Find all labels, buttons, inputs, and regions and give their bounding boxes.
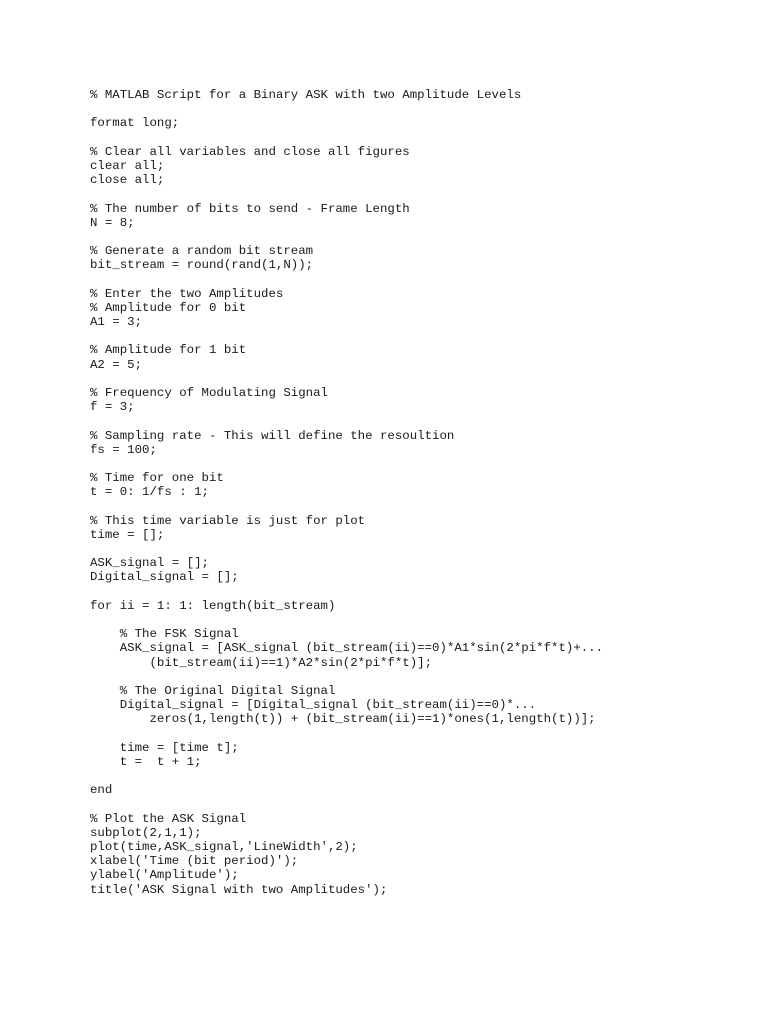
code-line: time = [time t]; [90,740,239,755]
blank-line [90,102,603,116]
code-line: f = 3; [90,400,135,415]
code-line: % The Original Digital Signal [90,683,336,698]
code-line: Digital_signal = []; [90,570,239,585]
blank-line [90,670,603,684]
blank-line [90,131,603,145]
code-line: % The FSK Signal [90,627,239,642]
code-line: % MATLAB Script for a Binary ASK with two Amplitude Levels [90,88,522,102]
code-line: % Plot the ASK Signal [90,811,247,826]
code-listing [90,88,603,897]
code-line: clear all; [90,158,165,173]
code-line: (bit_stream(ii)==1)*A2*sin(2*pi*f*t)]; [90,655,433,670]
code-line: plot(time,ASK_signal,'LineWidth',2); [90,839,358,854]
blank-line [90,414,603,428]
code-line: % Amplitude for 1 bit [90,343,247,358]
code-line: % The number of bits to send - Frame Length [90,201,410,216]
code-line: N = 8; [90,215,135,230]
code-line: % Time for one bit [90,471,224,486]
blank-line [90,230,603,244]
code-line: zeros(1,length(t)) + (bit_stream(ii)==1)*ones(1,length(t))]; [90,712,596,727]
code-line: close all; [90,173,165,188]
code-line: title('ASK Signal with two Amplitudes'); [90,882,388,897]
blank-line [90,797,603,811]
code-line: bit_stream = round(rand(1,N)); [90,258,314,273]
code-line: % Generate a random bit stream [90,244,314,259]
blank-line [90,457,603,471]
blank-line [90,187,603,201]
code-line: format long; [90,116,180,131]
code-line: ASK_signal = []; [90,556,209,571]
code-line: fs = 100; [90,442,157,457]
code-line: subplot(2,1,1); [90,825,202,840]
blank-line [90,585,603,599]
blank-line [90,726,603,740]
code-line: ASK_signal = [ASK_signal (bit_stream(ii)==0)*A1*sin(2*pi*f*t)+... [90,641,604,656]
blank-line [90,272,603,286]
code-line: ylabel('Amplitude'); [90,868,239,883]
blank-line [90,372,603,386]
code-line: t = 0: 1/fs : 1; [90,485,209,500]
code-line: time = []; [90,527,165,542]
blank-line [90,542,603,556]
code-line: xlabel('Time (bit period)'); [90,854,299,869]
code-line: % This time variable is just for plot [90,513,366,528]
code-line: Digital_signal = [Digital_signal (bit_stream(ii)==0)*... [90,698,537,713]
code-line: % Enter the two Amplitudes [90,286,284,301]
code-line: % Clear all variables and close all figures [90,144,410,159]
code-line: for ii = 1: 1: length(bit_stream) [90,598,336,613]
code-line: % Frequency of Modulating Signal [90,385,328,400]
blank-line [90,499,603,513]
code-line: end [90,783,113,798]
blank-line [90,329,603,343]
code-line: A1 = 3; [90,315,143,329]
blank-line [90,613,603,627]
code-line: t = t + 1; [90,754,202,769]
code-line: % Amplitude for 0 bit [90,300,247,315]
code-line: % Sampling rate - This will define the resoultion [90,428,455,443]
code-line: A2 = 5; [90,357,143,372]
blank-line [90,769,603,783]
